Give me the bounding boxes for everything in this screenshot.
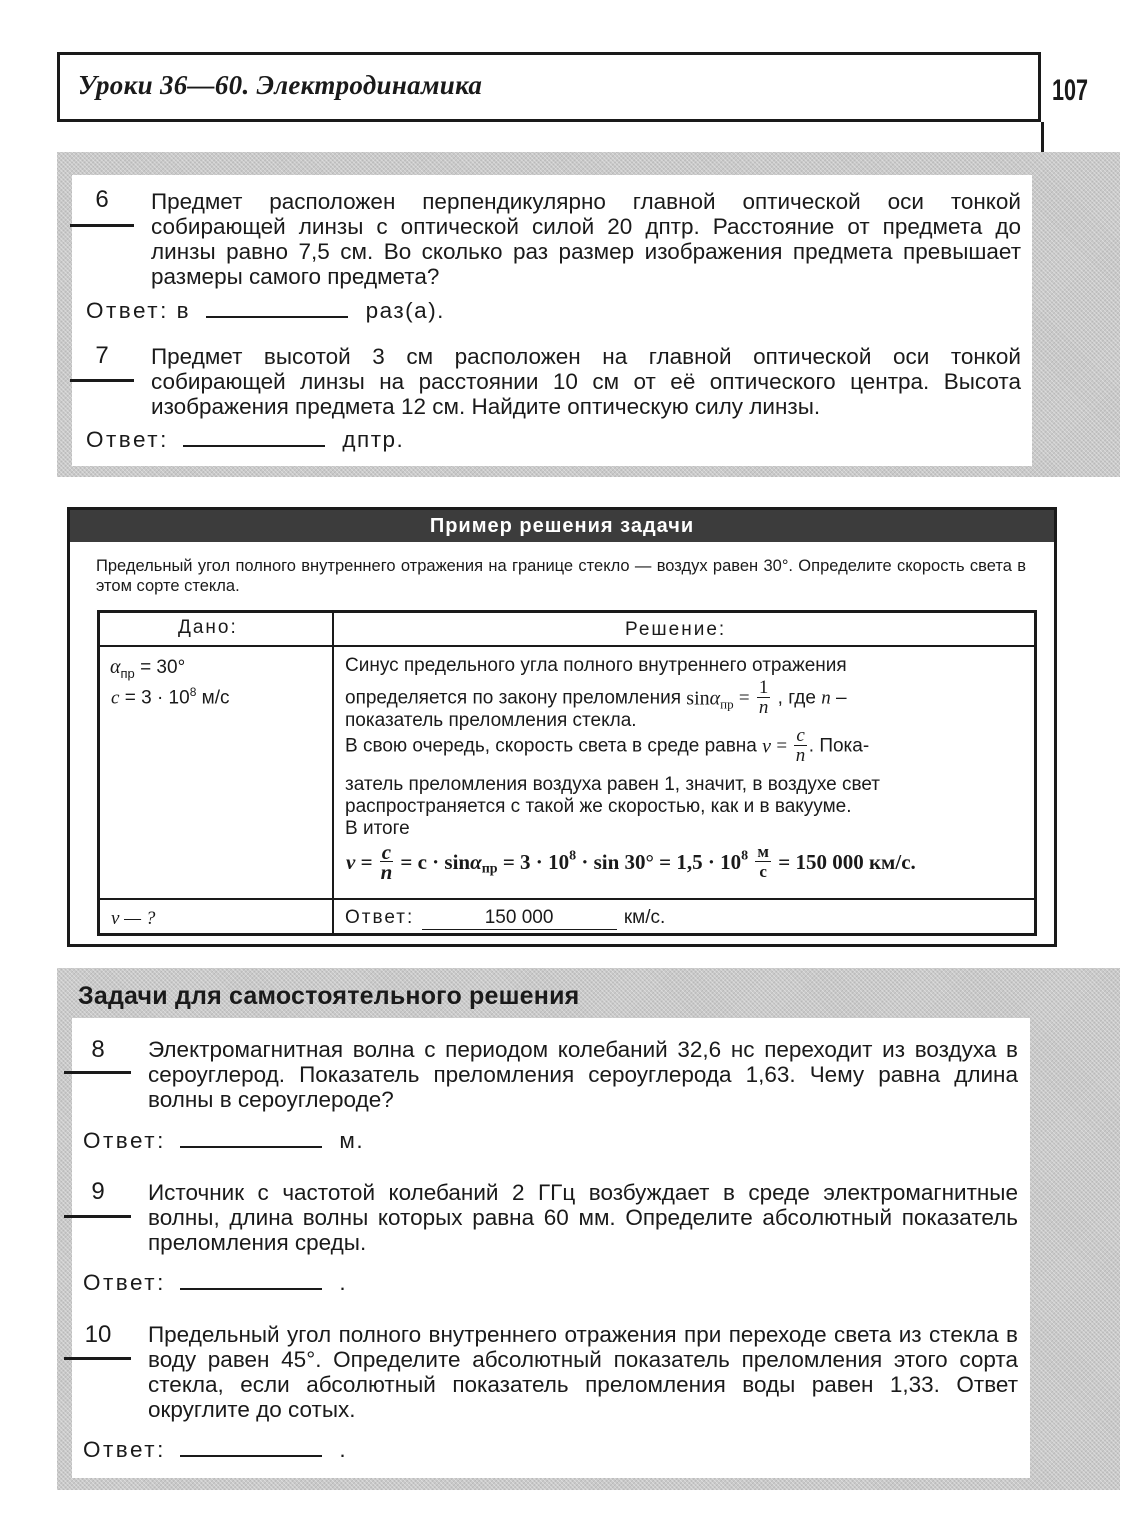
line2-tail: – (836, 687, 847, 709)
formula-rest: = 3 · 10 (502, 850, 570, 874)
c-unit: м/с (201, 687, 230, 709)
sin-fn: sin (686, 687, 710, 710)
formula-result: = 150 000 км/с. (778, 850, 916, 874)
answer-label: Ответ: (83, 1270, 166, 1295)
solution-line-7: В итоге (345, 818, 410, 839)
numerator: 1 (758, 677, 769, 698)
alpha-subscript: пр (120, 665, 135, 681)
task-9-rule (64, 1215, 131, 1218)
line4-suffix: . Пока- (808, 735, 870, 757)
answer-label: Ответ: (86, 427, 169, 452)
page-number: 107 (1052, 74, 1089, 107)
solution-line-5: затель преломления воздуха равен 1, значит, в воздухе свет (345, 774, 880, 795)
answer-field[interactable] (183, 427, 325, 447)
task-9-answer (83, 1270, 347, 1296)
answer-unit: дптр. (342, 427, 405, 452)
answer-label: Ответ: (86, 298, 169, 323)
exponent-2: 8 (741, 848, 749, 864)
alpha-symbol: α (110, 656, 121, 678)
solution-line-6: распространяется с такой же скоростью, как и в вакууме. (345, 796, 852, 817)
answer-unit: . (339, 1437, 348, 1462)
task-8-rule (64, 1071, 131, 1074)
answer-label: Ответ: (345, 907, 415, 928)
answer-field[interactable] (180, 1437, 322, 1457)
task-6-rule (70, 224, 134, 227)
task-10-text: Предельный угол полного внутреннего отражения при переходе света из стекла в воду равен 45°. Определите абсолютный показатель преломления этого сорта стекла, если абсолютный показатель преломления воды равен 1,33. Ответ округлите до сотых. (148, 1322, 1018, 1422)
final-formula (346, 840, 916, 884)
c-symbol: c (111, 687, 120, 709)
answer-unit: раз(а). (365, 298, 445, 323)
fraction-c-over-n (794, 727, 806, 766)
task-9-text: Источник с частотой колебаний 2 ГГц возбуждает в среде электромагнитные волны, длина волны которых равна 60 мм. Определите абсолютный показатель преломления среды. (148, 1180, 1018, 1255)
line2-suffix: , где (777, 687, 816, 709)
answer-unit: км/с. (623, 907, 666, 928)
task-6-number: 6 (95, 186, 109, 213)
answer-unit: м. (339, 1128, 365, 1153)
example-header: Пример решения задачи (70, 510, 1054, 542)
task-7-number: 7 (95, 342, 109, 369)
answer-field[interactable] (180, 1128, 322, 1148)
solution-line-3: показатель преломления стекла. (345, 710, 637, 731)
task-6-answer (86, 298, 445, 324)
alpha-sub: пр (481, 861, 498, 877)
solution-line-4 (345, 727, 869, 766)
task-7-rule (70, 379, 134, 382)
solution-header: Решение: (625, 619, 727, 640)
line2-prefix: определяется по закону преломления (345, 687, 682, 709)
alpha: α (709, 687, 721, 710)
unit-fraction (755, 843, 771, 882)
numerator: c (796, 725, 805, 746)
given-unknown: v — ? (111, 908, 156, 929)
denominator: n (380, 860, 393, 884)
equals: = (776, 735, 788, 757)
table-answer-divider (99, 898, 1035, 900)
fraction-c-over-n (380, 840, 393, 884)
example-statement: Предельный угол полного внутреннего отражения на границе стекло — воздух равен 30°. Определите скорость света в этом сорте стекла. (96, 557, 1026, 595)
task-8-text: Электромагнитная волна с периодом колебаний 32,6 нс переходит из воздуха в сероуглерод. Показатель преломления сероуглерода 1,63. Чему равна длина волны в сероуглероде? (148, 1037, 1018, 1112)
alpha-value: = 30° (140, 657, 186, 678)
unit-denominator: с (759, 862, 767, 881)
chapter-title: Уроки 36—60. Электродинамика (78, 70, 483, 100)
equals: = (360, 850, 373, 874)
table-col-divider (332, 612, 334, 934)
exponent-1: 8 (569, 848, 577, 864)
formula-sin: · sin 30° = 1,5 · 10 (581, 850, 742, 874)
task-7-text: Предмет высотой 3 см расположен на главной оптической оси тонкой собирающей линзы на расстоянии 10 см от её оптического центра. Высота изображения предмета 12 см. Найдите оптическую силу линзы. (151, 344, 1021, 419)
v-symbol: v (346, 850, 356, 874)
numerator: c (381, 840, 392, 864)
answer-prefix: в (176, 298, 191, 323)
denominator: n (758, 697, 769, 718)
example-answer (345, 907, 665, 930)
solution-line-1: Синус предельного угла полного внутреннего отражения (345, 655, 847, 676)
answer-unit: . (339, 1270, 348, 1295)
answer-label: Ответ: (83, 1437, 166, 1462)
task-10-rule (64, 1357, 131, 1360)
task-6-text: Предмет расположен перпендикулярно главной оптической оси тонкой собирающей линзы с оптической силой 20 дптр. Расстояние от предмета до линзы равно 7,5 см. Во сколько раз размер изображения предмета превышает размеры самого предмета? (151, 189, 1021, 289)
equals: = (738, 687, 750, 709)
alpha-sub: пр (720, 696, 734, 712)
denominator: n (795, 745, 806, 766)
answer-field[interactable] (206, 298, 348, 318)
answer-label: Ответ: (83, 1128, 166, 1153)
v-symbol: v (762, 735, 772, 758)
alpha: α (470, 850, 482, 874)
c-value: = 3 · 10 (124, 687, 190, 709)
answer-value: 150 000 (422, 907, 617, 930)
table-header-divider (99, 645, 1035, 647)
task-9-number: 9 (91, 1178, 105, 1205)
line4-prefix: В свою очередь, скорость света в среде равна (345, 735, 757, 757)
fraction-1-over-n (757, 679, 771, 718)
task-7-answer (86, 427, 404, 453)
c-exponent: 8 (189, 685, 197, 699)
formula-mid: = c · sin (400, 850, 471, 874)
task-8-answer (83, 1128, 364, 1154)
n-symbol: n (821, 687, 831, 709)
unit-numerator: м (757, 842, 769, 861)
task-10-answer (83, 1437, 347, 1463)
given-header: Дано: (178, 617, 238, 638)
task-10-number: 10 (84, 1321, 112, 1348)
section-title: Задачи для самостоятельного решения (78, 982, 580, 1010)
answer-field[interactable] (180, 1270, 322, 1290)
given-c (111, 681, 230, 709)
task-8-number: 8 (91, 1036, 105, 1063)
